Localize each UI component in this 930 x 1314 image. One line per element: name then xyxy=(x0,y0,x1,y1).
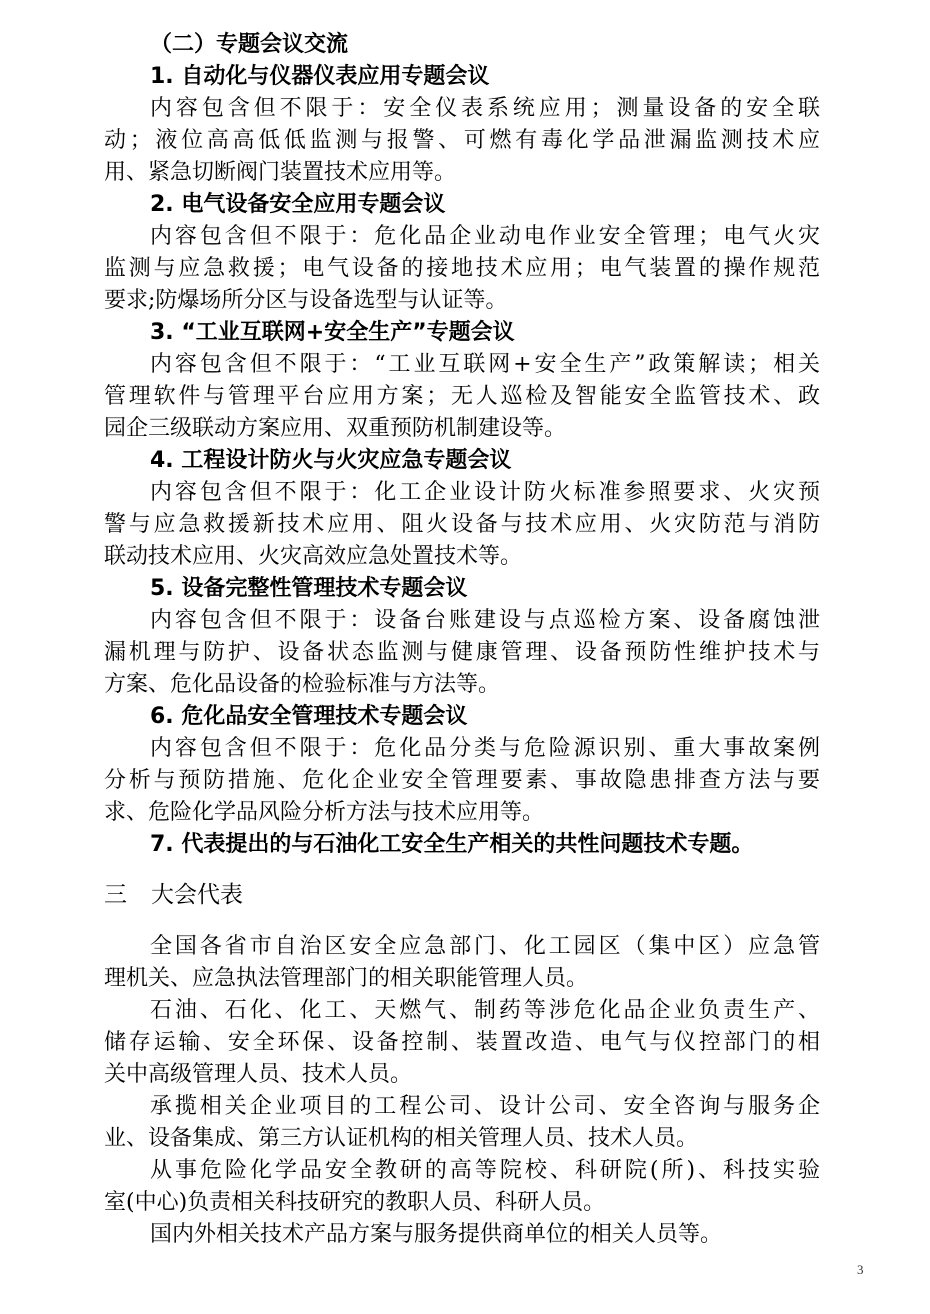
topic-heading-2: 2. 电气设备安全应用专题会议 xyxy=(150,192,446,217)
para-4-line-2: 室(中心)负责相关科技研究的教职人员、科研人员。 xyxy=(104,1190,606,1215)
topic-5-line-3: 方案、危化品设备的检验标准与方法等。 xyxy=(104,672,501,697)
topic-3-line-1: 内容包含但不限于：“工业互联网+安全生产”政策解读；相关 xyxy=(150,352,820,377)
section-number: 三 xyxy=(104,882,127,908)
topic-heading-1: 1. 自动化与仪器仪表应用专题会议 xyxy=(150,64,490,89)
topic-heading-4: 4. 工程设计防火与火灾应急专题会议 xyxy=(150,448,512,473)
topic-heading-7: 7. 代表提出的与石油化工安全生产相关的共性问题技术专题。 xyxy=(150,832,754,857)
para-2-line-3: 关中高级管理人员、技术人员。 xyxy=(104,1062,413,1087)
topic-heading-5: 5. 设备完整性管理技术专题会议 xyxy=(150,576,468,601)
para-4-line-1: 从事危险化学品安全教研的高等院校、科研院(所)、科技实验 xyxy=(150,1158,820,1183)
topic-1-line-3: 用、紧急切断阀门装置技术应用等。 xyxy=(104,160,457,185)
para-2-line-1: 石油、石化、化工、天燃气、制药等涉危化品企业负责生产、 xyxy=(150,998,820,1023)
para-2-line-2: 储存运输、安全环保、设备控制、装置改造、电气与仪控部门的相 xyxy=(104,1030,820,1055)
topic-2-line-2: 监测与应急救援；电气设备的接地技术应用；电气装置的操作规范 xyxy=(104,256,820,281)
topic-4-line-2: 警与应急救援新技术应用、阻火设备与技术应用、火灾防范与消防 xyxy=(104,512,820,537)
subsection-title: （二）专题会议交流 xyxy=(150,32,349,57)
topic-4-line-1: 内容包含但不限于：化工企业设计防火标准参照要求、火灾预 xyxy=(150,480,820,505)
para-1-line-1: 全国各省市自治区安全应急部门、化工园区（集中区）应急管 xyxy=(150,934,820,959)
para-3-line-2: 业、设备集成、第三方认证机构的相关管理人员、技术人员。 xyxy=(104,1126,699,1151)
topic-2-line-3: 要求;防爆场所分区与设备选型与认证等。 xyxy=(104,288,508,313)
section-title: 大会代表 xyxy=(151,882,243,908)
topic-5-line-2: 漏机理与防护、设备状态监测与健康管理、设备预防性维护技术与 xyxy=(104,640,820,665)
para-5-line-1: 国内外相关技术产品方案与服务提供商单位的相关人员等。 xyxy=(150,1222,723,1247)
topic-6-line-2: 分析与预防措施、危化企业安全管理要素、事故隐患排查方法与要 xyxy=(104,768,820,793)
topic-4-line-3: 联动技术应用、火灾高效应急处置技术等。 xyxy=(104,544,523,569)
topic-heading-6: 6. 危化品安全管理技术专题会议 xyxy=(150,704,468,729)
section-heading xyxy=(104,880,243,910)
topic-heading-3: 3. “工业互联网+安全生产”专题会议 xyxy=(150,320,515,345)
topic-6-line-3: 求、危险化学品风险分析方法与技术应用等。 xyxy=(104,800,545,825)
topic-6-line-1: 内容包含但不限于：危化品分类与危险源识别、重大事故案例 xyxy=(150,736,820,761)
topic-2-line-1: 内容包含但不限于：危化品企业动电作业安全管理；电气火灾 xyxy=(150,224,820,249)
para-1-line-2: 理机关、应急执法管理部门的相关职能管理人员。 xyxy=(104,966,589,991)
topic-5-line-1: 内容包含但不限于：设备台账建设与点巡检方案、设备腐蚀泄 xyxy=(150,608,820,633)
topic-3-line-3: 园企三级联动方案应用、双重预防机制建设等。 xyxy=(104,416,567,441)
page-number: 3 xyxy=(857,1262,864,1277)
topic-3-line-2: 管理软件与管理平台应用方案；无人巡检及智能安全监管技术、政 xyxy=(104,384,820,409)
para-3-line-1: 承揽相关企业项目的工程公司、设计公司、安全咨询与服务企 xyxy=(150,1094,820,1119)
topic-1-line-2: 动；液位高高低低监测与报警、可燃有毒化学品泄漏监测技术应 xyxy=(104,128,820,153)
topic-1-line-1: 内容包含但不限于：安全仪表系统应用；测量设备的安全联 xyxy=(150,96,820,121)
